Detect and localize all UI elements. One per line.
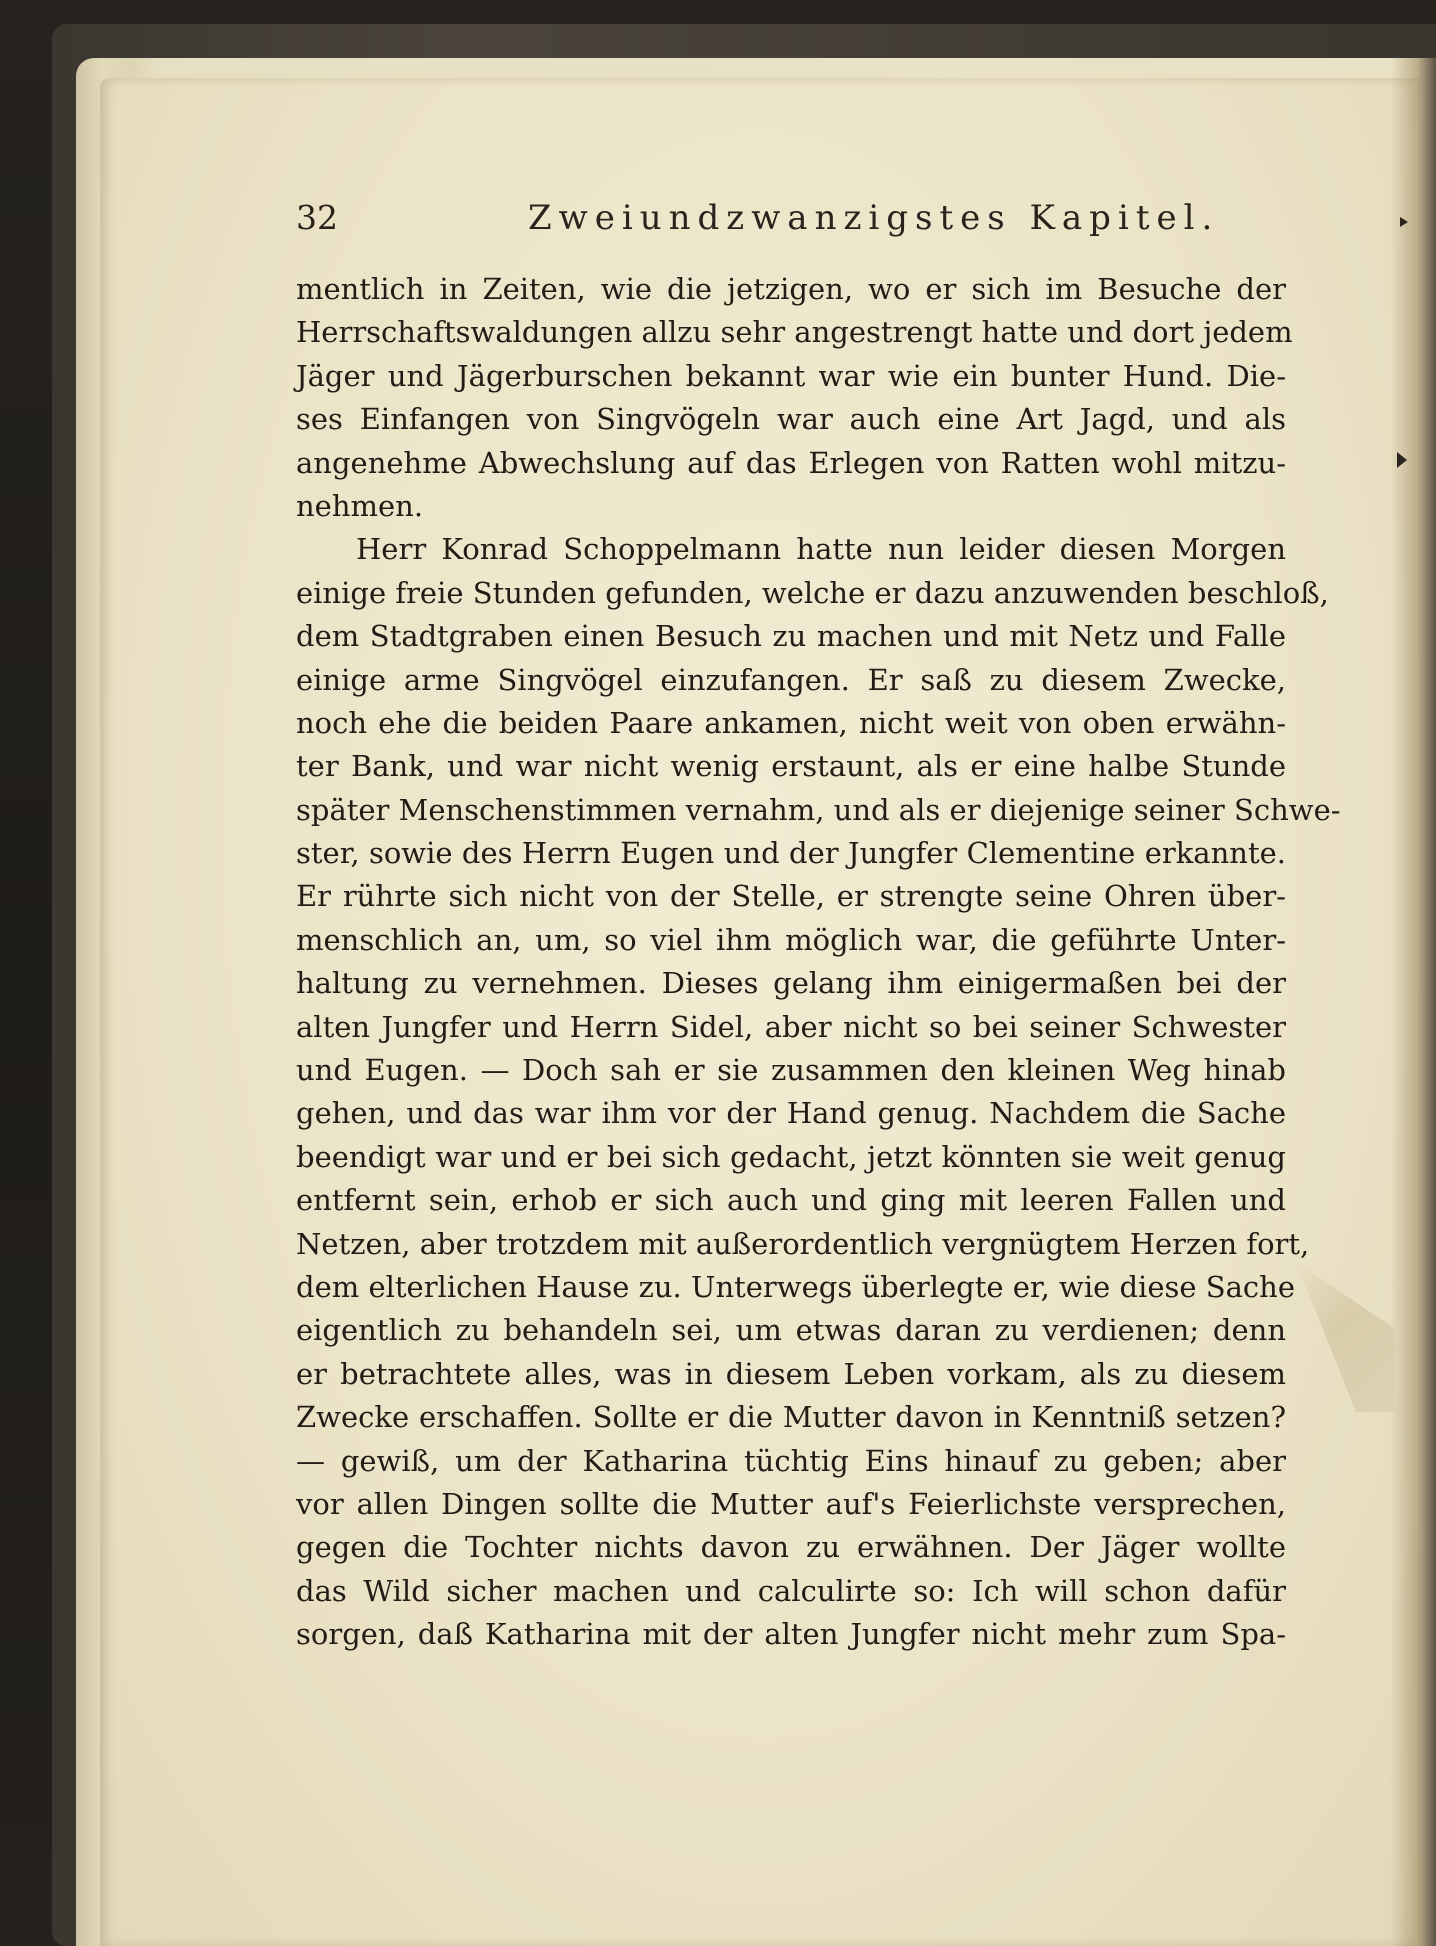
edge-marker-middle xyxy=(1397,452,1407,468)
text-line: ster, sowie des Herrn Eugen und der Jungfer Clementine erkannte. xyxy=(296,836,1286,871)
body-text xyxy=(296,268,1341,1657)
text-line: nehmen. xyxy=(296,488,424,523)
text-line: eigentlich zu behandeln sei, um etwas daran zu verdienen; denn xyxy=(296,1313,1286,1348)
text-line: menschlich an, um, so viel ihm möglich war, die geführte Unter- xyxy=(296,922,1286,957)
page-gutter xyxy=(1390,58,1436,1946)
text-line: gehen, und das war ihm vor der Hand genug. Nachdem die Sache xyxy=(296,1096,1286,1131)
paragraph-2 xyxy=(296,528,1341,1656)
text-line: Herrschaftswaldungen allzu sehr angestrengt hatte und dort jedem xyxy=(296,315,1293,350)
text-line: sorgen, daß Katharina mit der alten Jungfer nicht mehr zum Spa- xyxy=(296,1617,1286,1652)
paragraph-1 xyxy=(296,268,1293,528)
text-line: Zwecke erschaffen. Sollte er die Mutter davon in Kenntniß setzen? xyxy=(296,1400,1286,1435)
text-line: Herr Konrad Schoppelmann hatte nun leider diesen Morgen xyxy=(356,532,1286,567)
text-line: beendigt war und er bei sich gedacht, jetzt könnten sie weit genug xyxy=(296,1139,1286,1174)
page-header xyxy=(296,198,1286,246)
text-line: Jäger und Jägerburschen bekannt war wie ein bunter Hund. Die- xyxy=(296,358,1286,393)
text-line: dem Stadtgraben einen Besuch zu machen und mit Netz und Falle xyxy=(296,619,1286,654)
text-line: später Menschenstimmen vernahm, und als er diejenige seiner Schwe- xyxy=(296,792,1341,827)
text-line: er betrachtete alles, was in diesem Leben vorkam, als zu diesem xyxy=(296,1356,1286,1391)
text-line: ses Einfangen von Singvögeln war auch eine Art Jagd, und als xyxy=(296,402,1286,437)
text-line: entfernt sein, erhob er sich auch und ging mit leeren Fallen und xyxy=(296,1183,1286,1218)
page-number: 32 xyxy=(296,198,338,237)
text-line: dem elterlichen Hause zu. Unterwegs überlegte er, wie diese Sache xyxy=(296,1269,1295,1304)
text-line: das Wild sicher machen und calculirte so: Ich will schon dafür xyxy=(296,1573,1286,1608)
text-line: noch ehe die beiden Paare ankamen, nicht weit von oben erwähn- xyxy=(296,705,1286,740)
text-line: vor allen Dingen sollte die Mutter auf's Feierlichste versprechen, xyxy=(296,1486,1286,1521)
text-line: haltung zu vernehmen. Dieses gelang ihm einigermaßen bei der xyxy=(296,966,1286,1001)
text-line: angenehme Abwechslung auf das Erlegen von Ratten wohl mitzu- xyxy=(296,445,1286,480)
edge-marker-top xyxy=(1400,217,1408,227)
text-line: gegen die Tochter nichts davon zu erwähnen. Der Jäger wollte xyxy=(296,1530,1286,1565)
text-line: — gewiß, um der Katharina tüchtig Eins hinauf zu geben; aber xyxy=(296,1443,1286,1478)
running-title: Zweiundzwanzigstes Kapitel. xyxy=(528,198,1220,238)
text-line: Netzen, aber trotzdem mit außerordentlich vergnügtem Herzen fort, xyxy=(296,1226,1310,1261)
text-line: ter Bank, und war nicht wenig erstaunt, als er eine halbe Stunde xyxy=(296,749,1286,784)
text-line: alten Jungfer und Herrn Sidel, aber nicht so bei seiner Schwester xyxy=(296,1009,1286,1044)
text-line: und Eugen. — Doch sah er sie zusammen den kleinen Weg hinab xyxy=(296,1053,1286,1088)
text-line: einige freie Stunden gefunden, welche er dazu anzuwenden beschloß, xyxy=(296,575,1329,610)
text-line: einige arme Singvögel einzufangen. Er saß zu diesem Zwecke, xyxy=(296,662,1286,697)
text-line: Er rührte sich nicht von der Stelle, er strengte seine Ohren über- xyxy=(296,879,1286,914)
text-line: mentlich in Zeiten, wie die jetzigen, wo er sich im Besuche der xyxy=(296,272,1286,306)
